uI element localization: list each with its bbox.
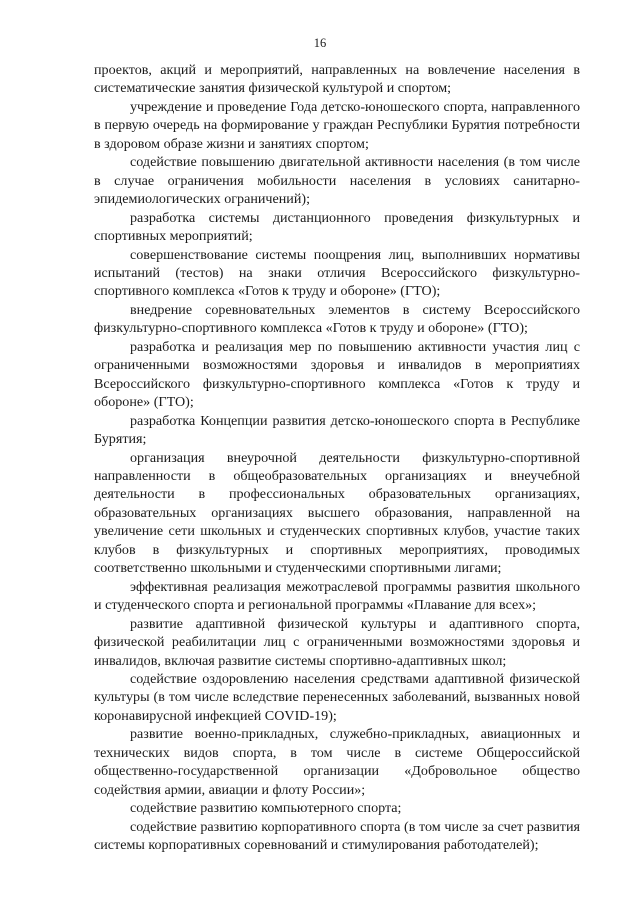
document-body [94,61,580,854]
paragraph-gto-competitive-elements: внедрение соревновательных элементов в систему Всероссийского физкультурно-спортивного комплекса «Готов к труду и обороне» (ГТО); [94,301,580,337]
paragraph-motor-activity: содействие повышению двигательной активности населения (в том числе в случае ограничения мобильности населения в условиях санитарно-эпидемиологических ограничений); [94,154,580,208]
paragraph-esports: содействие развитию компьютерного спорта; [130,800,402,817]
paragraph-remote-events: разработка системы дистанционного проведения физкультурных и спортивных мероприятий; [94,209,580,245]
paragraph-year-of-youth-sport: учреждение и проведение Года детско-юношеского спорта, направленного в первую очередь на формирование у граждан Республики Бурятия потребности в здоровом образе жизни и занятиях спортом; [94,98,580,152]
paragraph-corporate-sport: содействие развитию корпоративного спорта (в том числе за счет развития системы корпоративных соревнований и стимулирования работодателей); [94,818,580,854]
paragraph-military-applied-sports: развитие военно-прикладных, служебно-прикладных, авиационных и технических видов спорта, в том числе в системе Общероссийской общественно-государственной организации «Добровольное общество содействия армии, авиации и флоту России»; [94,726,580,798]
page-number: 16 [313,36,327,50]
paragraph-continuation: проектов, акций и мероприятий, направленных на вовлечение населения в систематические занятия физической культурой и спортом; [94,62,580,97]
paragraph-school-student-sport-program: эффективная реализация межотраслевой программы развития школьного и студенческого спорта и региональной программы «Плавание для всех»; [94,578,580,614]
paragraph-extracurricular-activity: организация внеурочной деятельности физкультурно-спортивной направленности в общеобразовательных организациях и внеучебной деятельности в профессиональных образовательных организациях, образовательных организациях высшего образования, направленной на увеличение сети школьных и студенческих спортивных клубов, участие таких клубов в физкультурных и спортивных мероприятиях, проводимых соответственно школьными и студенческими спортивными лигами; [94,449,580,577]
paragraph-adaptive-sport: развитие адаптивной физической культуры и адаптивного спорта, физической реабилитации лиц с ограниченными возможностями здоровья и инвалидов, включая развитие системы спортивно-адаптивных школ; [94,615,580,669]
paragraph-gto-incentives: совершенствование системы поощрения лиц, выполнивших нормативы испытаний (тестов) на знаки отличия Всероссийского физкультурно-спортивного комплекса «Готов к труду и обороне» (ГТО); [94,246,580,300]
paragraph-gto-disabled-participation: разработка и реализация мер по повышению активности участия лиц с ограниченными возможностями здоровья и инвалидов в мероприятиях Всероссийского физкультурно-спортивного комплекса «Готов к труду и обороне» (ГТО); [94,338,580,411]
paragraph-adaptive-health: содействие оздоровлению населения средствами адаптивной физической культуры (в том числе вследствие перенесенных заболеваний, вызванных новой коронавирусной инфекцией COVID-19); [94,670,580,724]
paragraph-youth-sport-concept: разработка Концепции развития детско-юношеского спорта в Республике Бурятия; [94,412,580,448]
